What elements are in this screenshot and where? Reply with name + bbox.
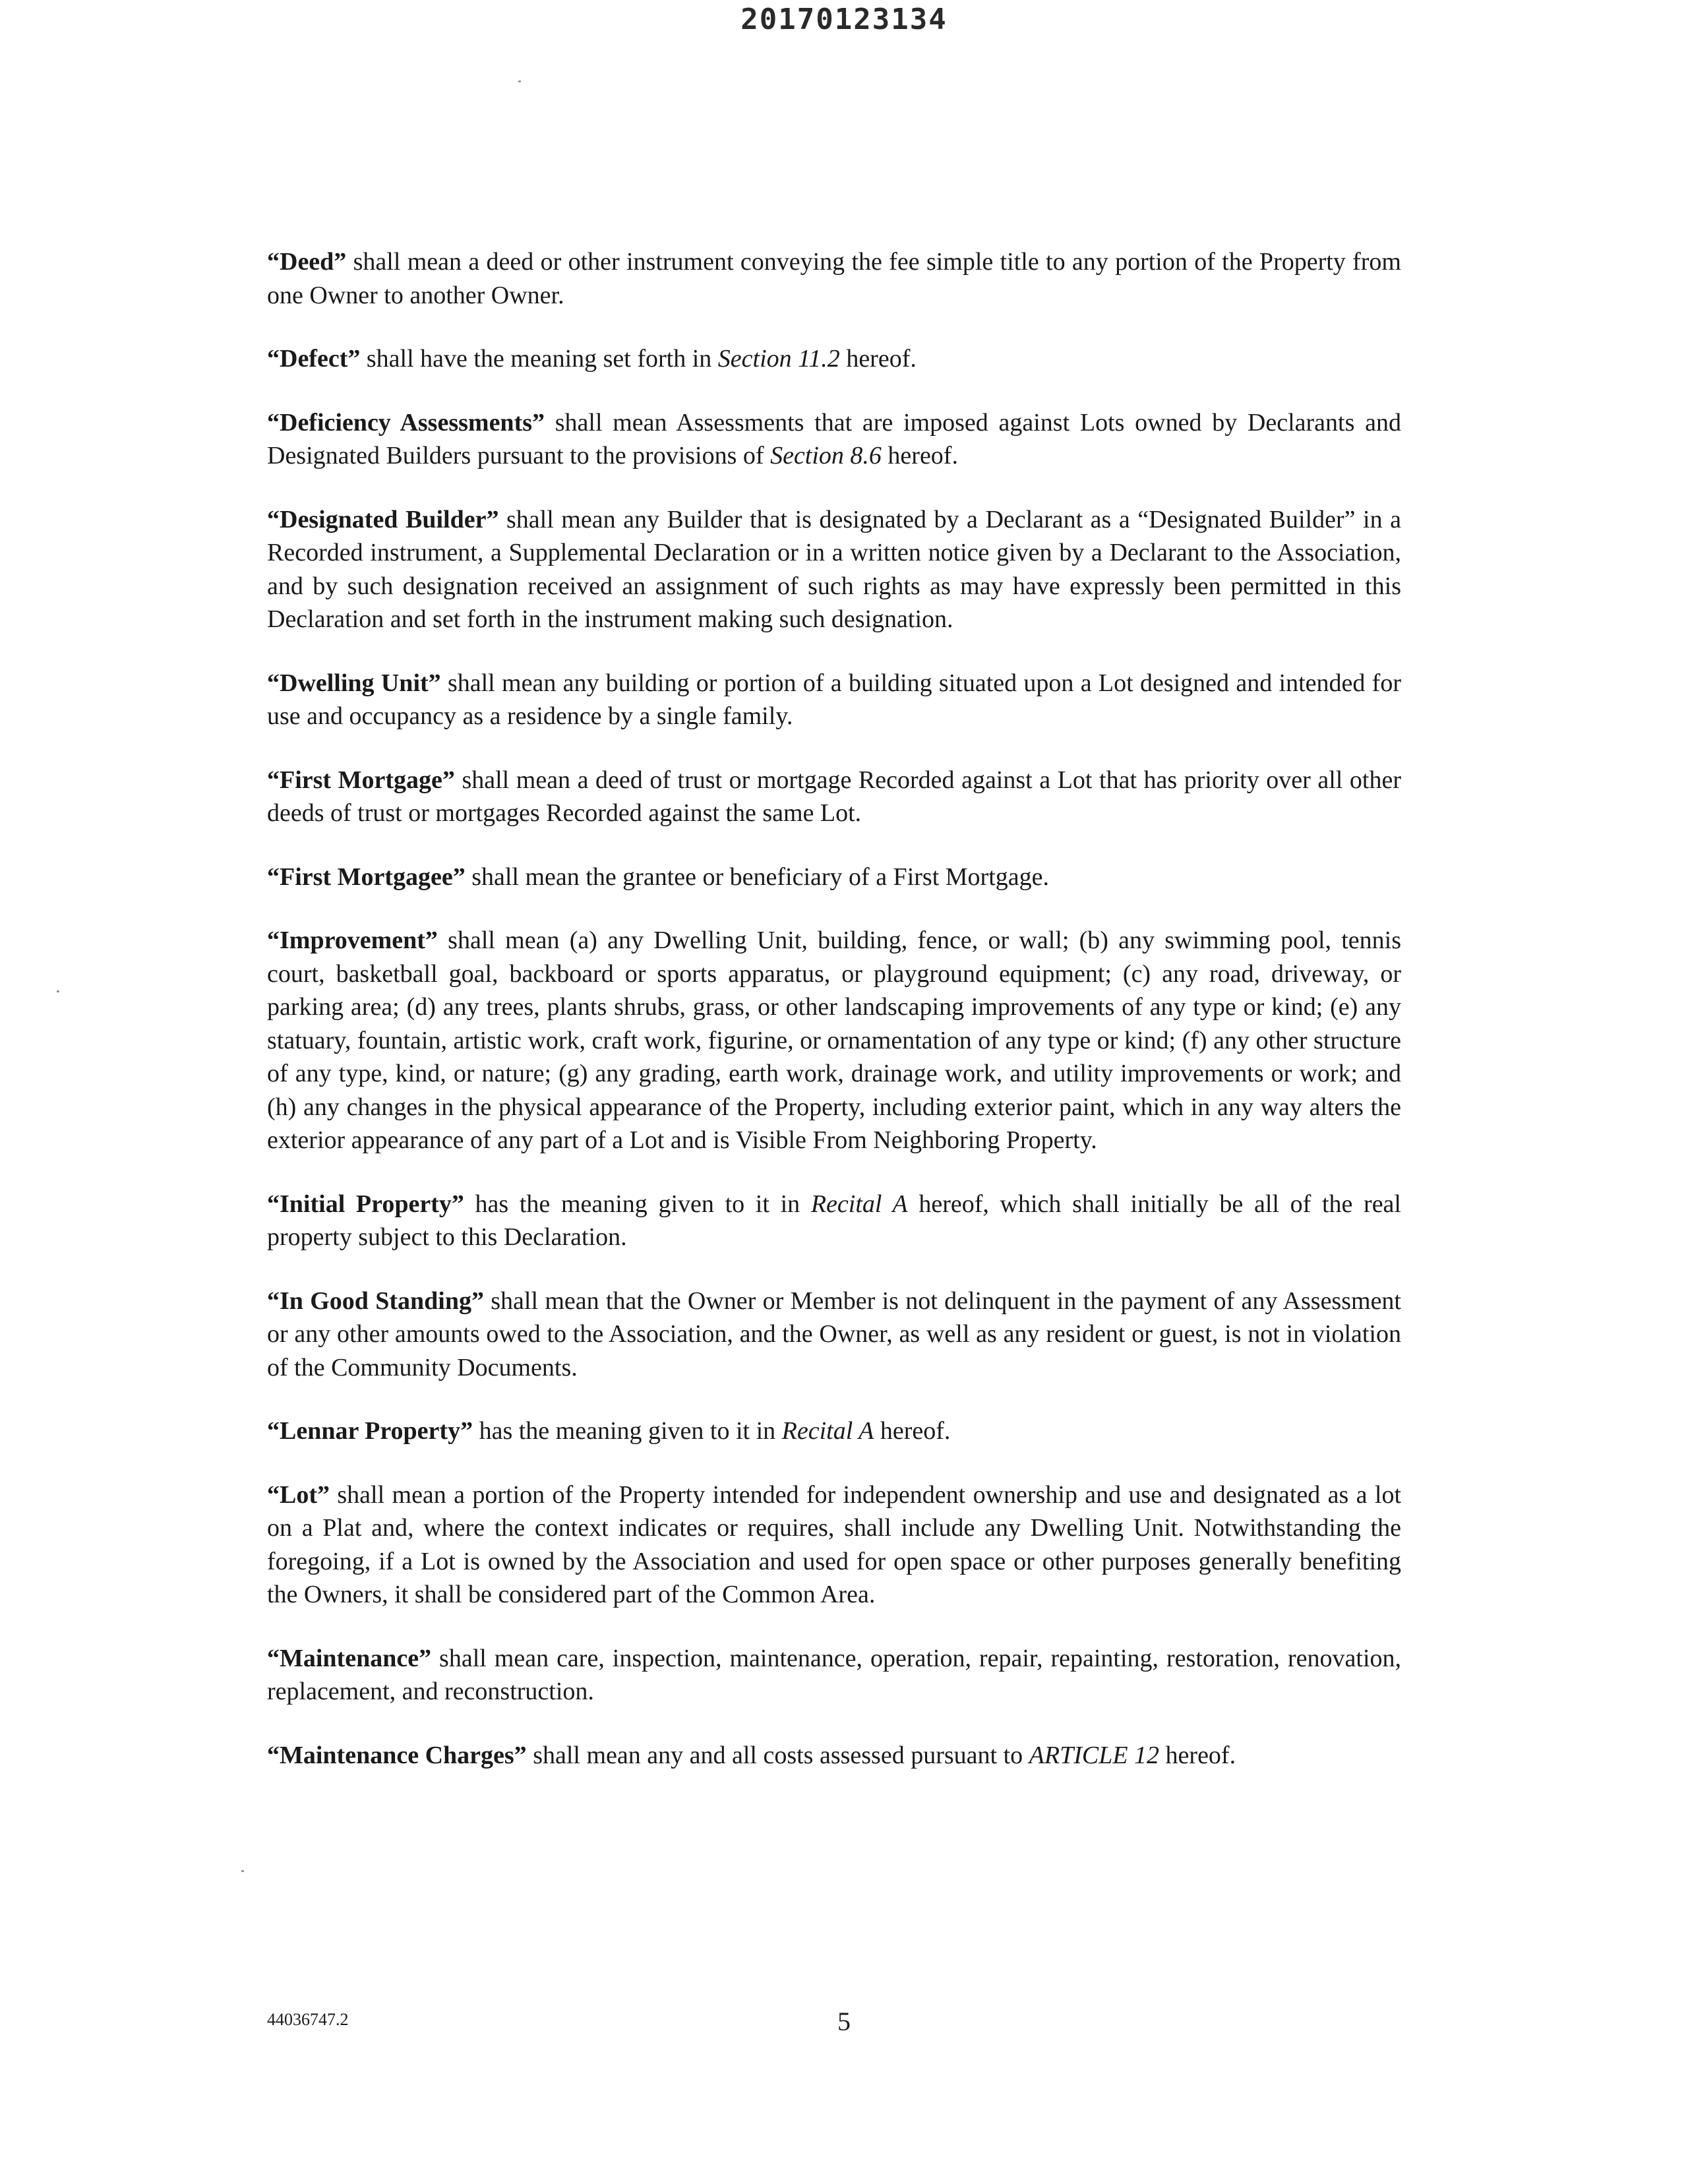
definition-term: “Deficiency Assessments”: [267, 408, 545, 437]
definition-term: “Improvement”: [267, 926, 438, 954]
definition-dwelling-unit: [267, 667, 1401, 733]
definition-text: shall mean a deed or other instrument conveying the fee simple title to any portion of the Property from one Owner to another Owner.: [267, 248, 1401, 309]
definition-initial-property: [267, 1188, 1401, 1254]
definition-text: hereof.: [881, 442, 958, 470]
definition-term: “In Good Standing”: [267, 1287, 484, 1315]
definition-deed: [267, 245, 1401, 312]
definition-term: “Maintenance”: [267, 1644, 432, 1672]
definition-deficiency-assessments: [267, 406, 1401, 473]
definition-lot: [267, 1478, 1401, 1612]
definition-text: shall mean any and all costs assessed pursuant to: [526, 1741, 1029, 1769]
definition-text: shall mean Assessments that are imposed against Lots owned by Declarants and Designated Builders pursuant to the provisions of: [267, 408, 1401, 470]
section-reference: ARTICLE 12: [1029, 1741, 1160, 1769]
definition-text: hereof.: [839, 345, 917, 373]
definitions-list: [267, 245, 1401, 1802]
definition-term: “Maintenance Charges”: [267, 1741, 527, 1769]
definition-text: shall mean any building or portion of a building situated upon a Lot designed and intended for use and occupancy as a residence by a single family.: [267, 669, 1401, 730]
definition-improvement: [267, 924, 1401, 1157]
definition-defect: [267, 342, 1401, 376]
definition-text: shall have the meaning set forth in: [360, 345, 718, 373]
section-reference: Section 8.6: [770, 442, 882, 470]
definition-term: “First Mortgagee”: [267, 863, 466, 891]
section-reference: Recital A: [810, 1190, 908, 1218]
definition-text: has the meaning given to it in: [473, 1417, 782, 1445]
definition-in-good-standing: [267, 1285, 1401, 1385]
section-reference: Section 11.2: [717, 345, 840, 373]
definition-text: shall mean (a) any Dwelling Unit, building, fence, or wall; (b) any swimming pool, tennis court, basketball goal, backboard or sports apparatus, or playground equipment; (c) any road, driveway, or parking area; (d) any trees, plants shrubs, grass, or other landscaping improvements of any type or kind; (e) any statuary, fountain, artistic work, craft work, figurine, or ornamentation of any type or kind; (f) any other structure of any type, kind, or nature; (g) any grading, earth work, drainage work, and utility improvements or work; and (h) any changes in the physical appearance of the Property, including exterior paint, which in any way alters the exterior appearance of any part of a Lot and is Visible From Neighboring Property.: [267, 926, 1401, 1154]
definition-maintenance-charges: [267, 1739, 1401, 1773]
definition-text: hereof.: [874, 1417, 951, 1445]
definition-text: shall mean the grantee or beneficiary of a First Mortgage.: [465, 863, 1049, 891]
document-id: 44036747.2: [267, 2010, 349, 2029]
definition-term: “Lot”: [267, 1480, 330, 1509]
definition-lennar-property: [267, 1414, 1401, 1448]
definition-term: “Designated Builder”: [267, 505, 499, 533]
scan-speck: [518, 80, 521, 82]
definition-term: “Dwelling Unit”: [267, 669, 441, 697]
definition-designated-builder: [267, 503, 1401, 636]
section-reference: Recital A: [781, 1417, 874, 1445]
definition-term: “Initial Property”: [267, 1190, 464, 1218]
definition-term: “Defect”: [267, 345, 361, 373]
recording-number: 20170123134: [740, 3, 948, 36]
definition-text: shall mean that the Owner or Member is not delinquent in the payment of any Assessment or any other amounts owed to the Association, and the Owner, as well as any resident or guest, is not in violation of the Community Documents.: [267, 1287, 1401, 1381]
definition-text: shall mean a deed of trust or mortgage Recorded against a Lot that has priority over all other deeds of trust or mortgages Recorded against the same Lot.: [267, 766, 1401, 827]
definition-maintenance: [267, 1642, 1401, 1709]
definition-text: has the meaning given to it in: [464, 1190, 811, 1218]
definition-text: hereof, which shall initially be all of the real property subject to this Declaration.: [267, 1190, 1401, 1251]
scan-speck: [57, 990, 59, 992]
definition-first-mortgage: [267, 764, 1401, 830]
definition-text: shall mean a portion of the Property intended for independent ownership and use and designated as a lot on a Plat and, where the context indicates or requires, shall include any Dwelling Unit. Notwithstanding the foregoing, if a Lot is owned by the Association and used for open space or other purposes generally benefiting the Owners, it shall be considered part of the Common Area.: [267, 1480, 1401, 1608]
definition-text: shall mean care, inspection, maintenance, operation, repair, repainting, restoration, renovation, replacement, and reconstruction.: [267, 1644, 1401, 1705]
definition-term: “First Mortgage”: [267, 766, 455, 794]
page-number: 5: [837, 2007, 851, 2036]
definition-text: shall mean any Builder that is designated by a Declarant as a “Designated Builder” in a Recorded instrument, a Supplemental Declaration or in a written notice given by a Declarant to the Association, and by such designation received an assignment of such rights as may have expressly been permitted in this Declaration and set forth in the instrument making such designation.: [267, 505, 1401, 633]
scan-speck: [241, 1870, 244, 1872]
definition-term: “Lennar Property”: [267, 1417, 473, 1445]
definition-term: “Deed”: [267, 248, 347, 276]
definition-first-mortgagee: [267, 861, 1401, 894]
definition-text: hereof.: [1159, 1741, 1236, 1769]
